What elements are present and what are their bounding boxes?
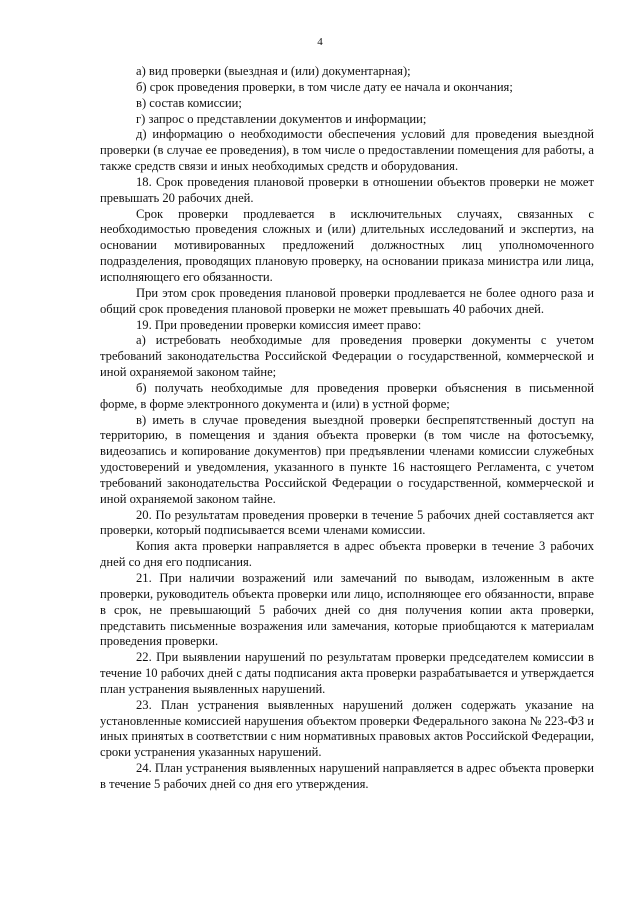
clause-19-item-a: а) истребовать необходимые для проведения проверки документы с учетом требований законодательства Российской Федерации о государственной, коммерческой и иной охраняемой законом тайне; (100, 333, 594, 380)
list-item-v-commission: в) состав комиссии; (136, 95, 242, 110)
clause-19-item-b: б) получать необходимые для проведения проверки объяснения в письменной форме, в форме электронного документа и (или) в устной форме; (100, 380, 594, 411)
document-body (100, 64, 594, 793)
list-item-a-check-type: а) вид проверки (выездная и (или) документарная); (136, 64, 411, 78)
list-item-b-check-period: б) срок проведения проверки, в том числе дату ее начала и окончания; (136, 79, 513, 94)
clause-19: 19. При проведении проверки комиссия имеет право: (136, 317, 422, 332)
clause-18: 18. Срок проведения плановой проверки в отношении объектов проверки не может превышать 20 рабочих дней. (100, 174, 594, 205)
list-item-g-request: г) запрос о представлении документов и информации; (136, 111, 427, 126)
list-item-d-conditions: д) информацию о необходимости обеспечения условий для проведения выездной проверки (в случае ее проведения), в том числе о предоставлении помещения для работы, а также средств связи и иных необходимых средств и оборудования. (100, 127, 594, 174)
clause-21: 21. При наличии возражений или замечаний по выводам, изложенным в акте проверки, руководитель объекта проверки или лицо, исполняющее его обязанности, вправе в срок, не превышающий 5 рабочих дней со дня получения копии акта проверки, представить письменные возражения или замечания, которые приобщаются к материалам проведения проверки. (100, 571, 594, 649)
paragraph-extension: Срок проверки продлевается в исключительных случаях, связанных с необходимостью проведения сложных и (или) длительных исследований и экспертиз, на основании мотивированных предложений должностных лиц уполномоченного подразделения, проводящих плановую проверку, на основании приказа министра или лица, исполняющего его обязанности. (100, 206, 594, 284)
clause-23: 23. План устранения выявленных нарушений должен содержать указание на установленные комиссией нарушения объектом проверки Федерального закона № 223-ФЗ и иных принятых в соответствии с ним нормативных правовых актов Российской Федерации, сроки устранения указанных нарушений. (100, 697, 594, 760)
page-number: 4 (317, 36, 323, 48)
clause-20: 20. По результатам проведения проверки в течение 5 рабочих дней составляется акт проверки, который подписывается всеми членами комиссии. (100, 507, 594, 538)
clause-24: 24. План устранения выявленных нарушений направляется в адрес объекта проверки в течение 5 рабочих дней со дня его утверждения. (100, 761, 594, 791)
paragraph-extension-limit: При этом срок проведения плановой проверки продлевается не более одного раза и общий срок проведения плановой проверки не может превышать 40 рабочих дней. (100, 285, 594, 316)
clause-22: 22. При выявлении нарушений по результатам проверки председателем комиссии в течение 10 рабочих дней с даты подписания акта проверки разрабатывается и утверждается план устранения выявленных нарушений. (100, 650, 594, 696)
paragraph-act-copy: Копия акта проверки направляется в адрес объекта проверки в течение 3 рабочих дней со дня его подписания. (100, 539, 594, 570)
clause-19-item-v: в) иметь в случае проведения выездной проверки беспрепятственный доступ на территорию, в помещения и здания объекта проверки (в том числе на фотосъемку, видеозапись и копирование документов) при предъявлении членами комиссии служебных удостоверений и уведомления, указанного в пункте 16 настоящего Регламента, с учетом требований законодательства Российской Федерации о государственной, коммерческой и иной охраняемой законом тайне. (100, 412, 594, 506)
